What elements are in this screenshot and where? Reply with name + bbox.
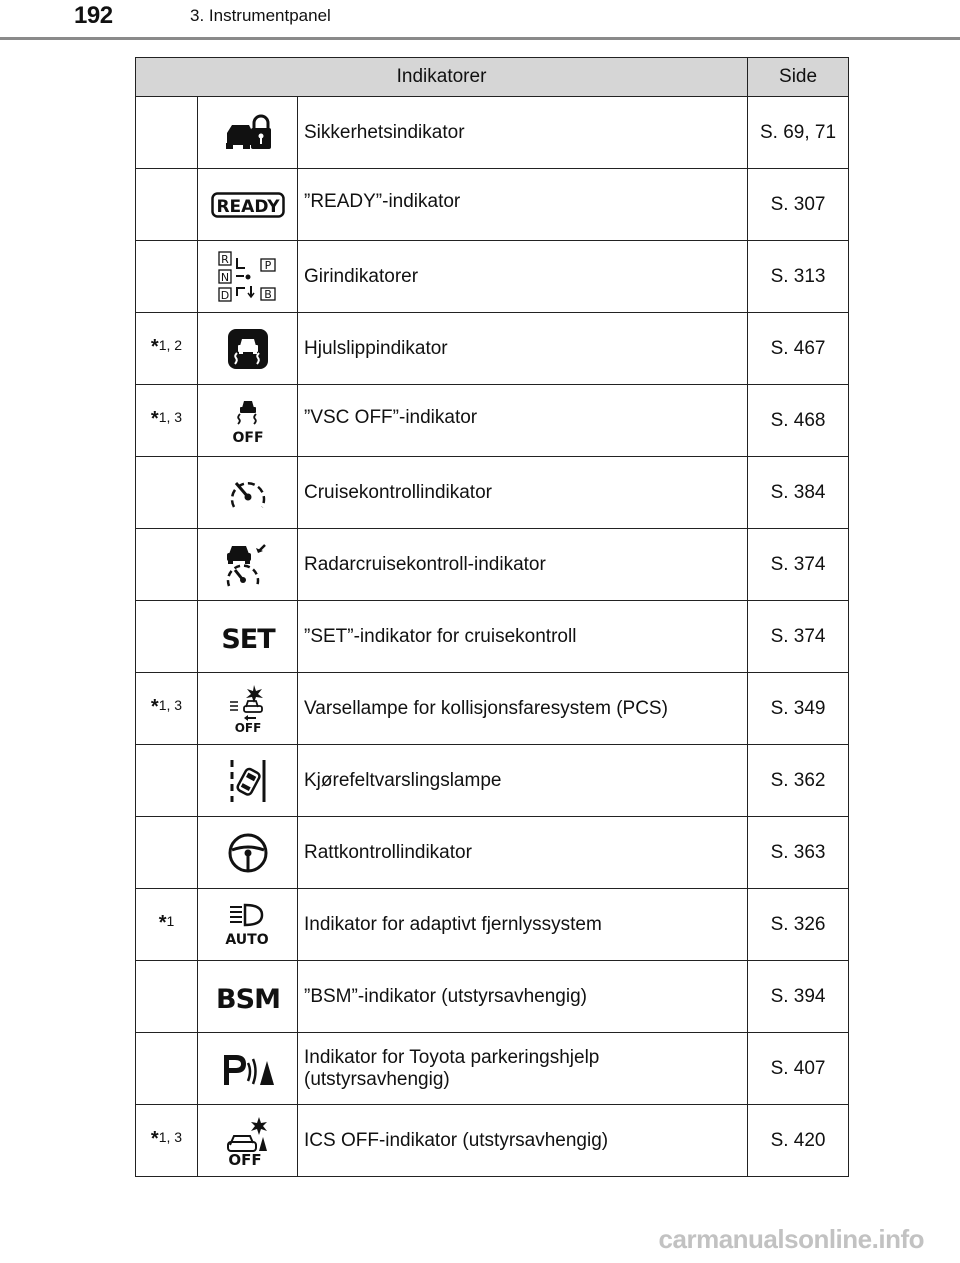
security-lock-icon bbox=[198, 97, 298, 169]
table-row bbox=[136, 745, 849, 817]
table-row bbox=[136, 889, 849, 961]
page-ref: S. 407 bbox=[748, 1033, 849, 1105]
table-row bbox=[136, 1033, 849, 1105]
note-cell: *1, 2 bbox=[136, 313, 198, 385]
table-row bbox=[136, 529, 849, 601]
ready-icon bbox=[198, 169, 298, 241]
table-row bbox=[136, 97, 849, 169]
table-row bbox=[136, 1105, 849, 1177]
page-ref: S. 468 bbox=[748, 385, 849, 457]
indicator-name: Cruisekontrollindikator bbox=[298, 457, 748, 529]
indicator-name: Indikator for Toyota parkeringshjelp (utstyrsavhengig) bbox=[298, 1033, 748, 1105]
note-cell bbox=[136, 241, 198, 313]
page-header bbox=[0, 0, 960, 40]
lane-departure-icon bbox=[198, 745, 298, 817]
note-cell bbox=[136, 601, 198, 673]
svg-text:READY: READY bbox=[215, 196, 280, 217]
page-ref: S. 420 bbox=[748, 1105, 849, 1177]
page-ref: S. 384 bbox=[748, 457, 849, 529]
note-cell: *1, 3 bbox=[136, 1105, 198, 1177]
indicator-name: ICS OFF-indikator (utstyrsavhengig) bbox=[298, 1105, 748, 1177]
svg-text:OFF: OFF bbox=[231, 429, 264, 446]
table-row bbox=[136, 169, 849, 241]
note-cell bbox=[136, 745, 198, 817]
indicator-name: Kjørefeltvarslingslampe bbox=[298, 745, 748, 817]
page-ref: S. 362 bbox=[748, 745, 849, 817]
page-ref: S. 394 bbox=[748, 961, 849, 1033]
indicator-table bbox=[135, 57, 849, 1177]
table-row bbox=[136, 601, 849, 673]
page-ref: S. 374 bbox=[748, 601, 849, 673]
page-ref: S. 374 bbox=[748, 529, 849, 601]
svg-text:R: R bbox=[220, 252, 229, 266]
auto-high-beam-icon bbox=[198, 889, 298, 961]
vsc-off-icon bbox=[198, 385, 298, 457]
indicator-name: ”BSM”-indikator (utstyrsavhengig) bbox=[298, 961, 748, 1033]
note-cell: *1 bbox=[136, 889, 198, 961]
note-cell: *1, 3 bbox=[136, 385, 198, 457]
page-ref: S. 313 bbox=[748, 241, 849, 313]
svg-text:SET: SET bbox=[220, 623, 275, 653]
table-row bbox=[136, 457, 849, 529]
indicator-name: ”SET”-indikator for cruisekontroll bbox=[298, 601, 748, 673]
wheel-slip-icon bbox=[198, 313, 298, 385]
page-number: 192 bbox=[74, 2, 113, 29]
pcs-off-icon bbox=[198, 673, 298, 745]
svg-text:OFF: OFF bbox=[227, 1150, 262, 1167]
table-row bbox=[136, 313, 849, 385]
parking-assist-icon bbox=[198, 1033, 298, 1105]
svg-text:AUTO: AUTO bbox=[224, 931, 269, 948]
indicator-name: Rattkontrollindikator bbox=[298, 817, 748, 889]
note-cell bbox=[136, 457, 198, 529]
header-indicators: Indikatorer bbox=[136, 58, 748, 97]
chapter-title: 3. Instrumentpanel bbox=[190, 6, 331, 25]
svg-text:D: D bbox=[220, 288, 229, 302]
table-row bbox=[136, 961, 849, 1033]
steering-wheel-icon bbox=[198, 817, 298, 889]
header-rule bbox=[0, 37, 960, 40]
indicator-name: Sikkerhetsindikator bbox=[298, 97, 748, 169]
svg-text:BSM: BSM bbox=[215, 983, 280, 1014]
indicator-name: Indikator for adaptivt fjernlyssystem bbox=[298, 889, 748, 961]
table-row bbox=[136, 385, 849, 457]
indicator-name: Hjulslippindikator bbox=[298, 313, 748, 385]
ics-off-icon bbox=[198, 1105, 298, 1177]
indicator-name: Varsellampe for kollisjonsfaresystem (PCS) bbox=[298, 673, 748, 745]
cruise-control-icon bbox=[198, 457, 298, 529]
page-ref: S. 349 bbox=[748, 673, 849, 745]
bsm-icon bbox=[198, 961, 298, 1033]
page-ref: S. 326 bbox=[748, 889, 849, 961]
svg-text:B: B bbox=[263, 287, 272, 301]
gear-shift-icon bbox=[198, 241, 298, 313]
indicator-name: ”VSC OFF”-indikator bbox=[298, 385, 748, 457]
table-header-row bbox=[136, 58, 849, 97]
table-row bbox=[136, 673, 849, 745]
note-cell: *1, 3 bbox=[136, 673, 198, 745]
note-cell bbox=[136, 97, 198, 169]
note-cell bbox=[136, 961, 198, 1033]
note-cell bbox=[136, 169, 198, 241]
svg-text:OFF: OFF bbox=[234, 720, 261, 735]
table-row bbox=[136, 817, 849, 889]
indicator-name: Girindikatorer bbox=[298, 241, 748, 313]
table-row bbox=[136, 241, 849, 313]
svg-text:P: P bbox=[264, 258, 271, 272]
note-cell bbox=[136, 529, 198, 601]
set-icon bbox=[198, 601, 298, 673]
header-page: Side bbox=[748, 58, 849, 97]
note-cell bbox=[136, 817, 198, 889]
page-ref: S. 363 bbox=[748, 817, 849, 889]
radar-cruise-icon bbox=[198, 529, 298, 601]
watermark: carmanualsonline.info bbox=[658, 1224, 924, 1254]
page-ref: S. 307 bbox=[748, 169, 849, 241]
indicator-name: Radarcruisekontroll-indikator bbox=[298, 529, 748, 601]
svg-text:N: N bbox=[220, 270, 229, 284]
page-ref: S. 467 bbox=[748, 313, 849, 385]
page-ref: S. 69, 71 bbox=[748, 97, 849, 169]
indicator-name: ”READY”-indikator bbox=[298, 169, 748, 241]
note-cell bbox=[136, 1033, 198, 1105]
